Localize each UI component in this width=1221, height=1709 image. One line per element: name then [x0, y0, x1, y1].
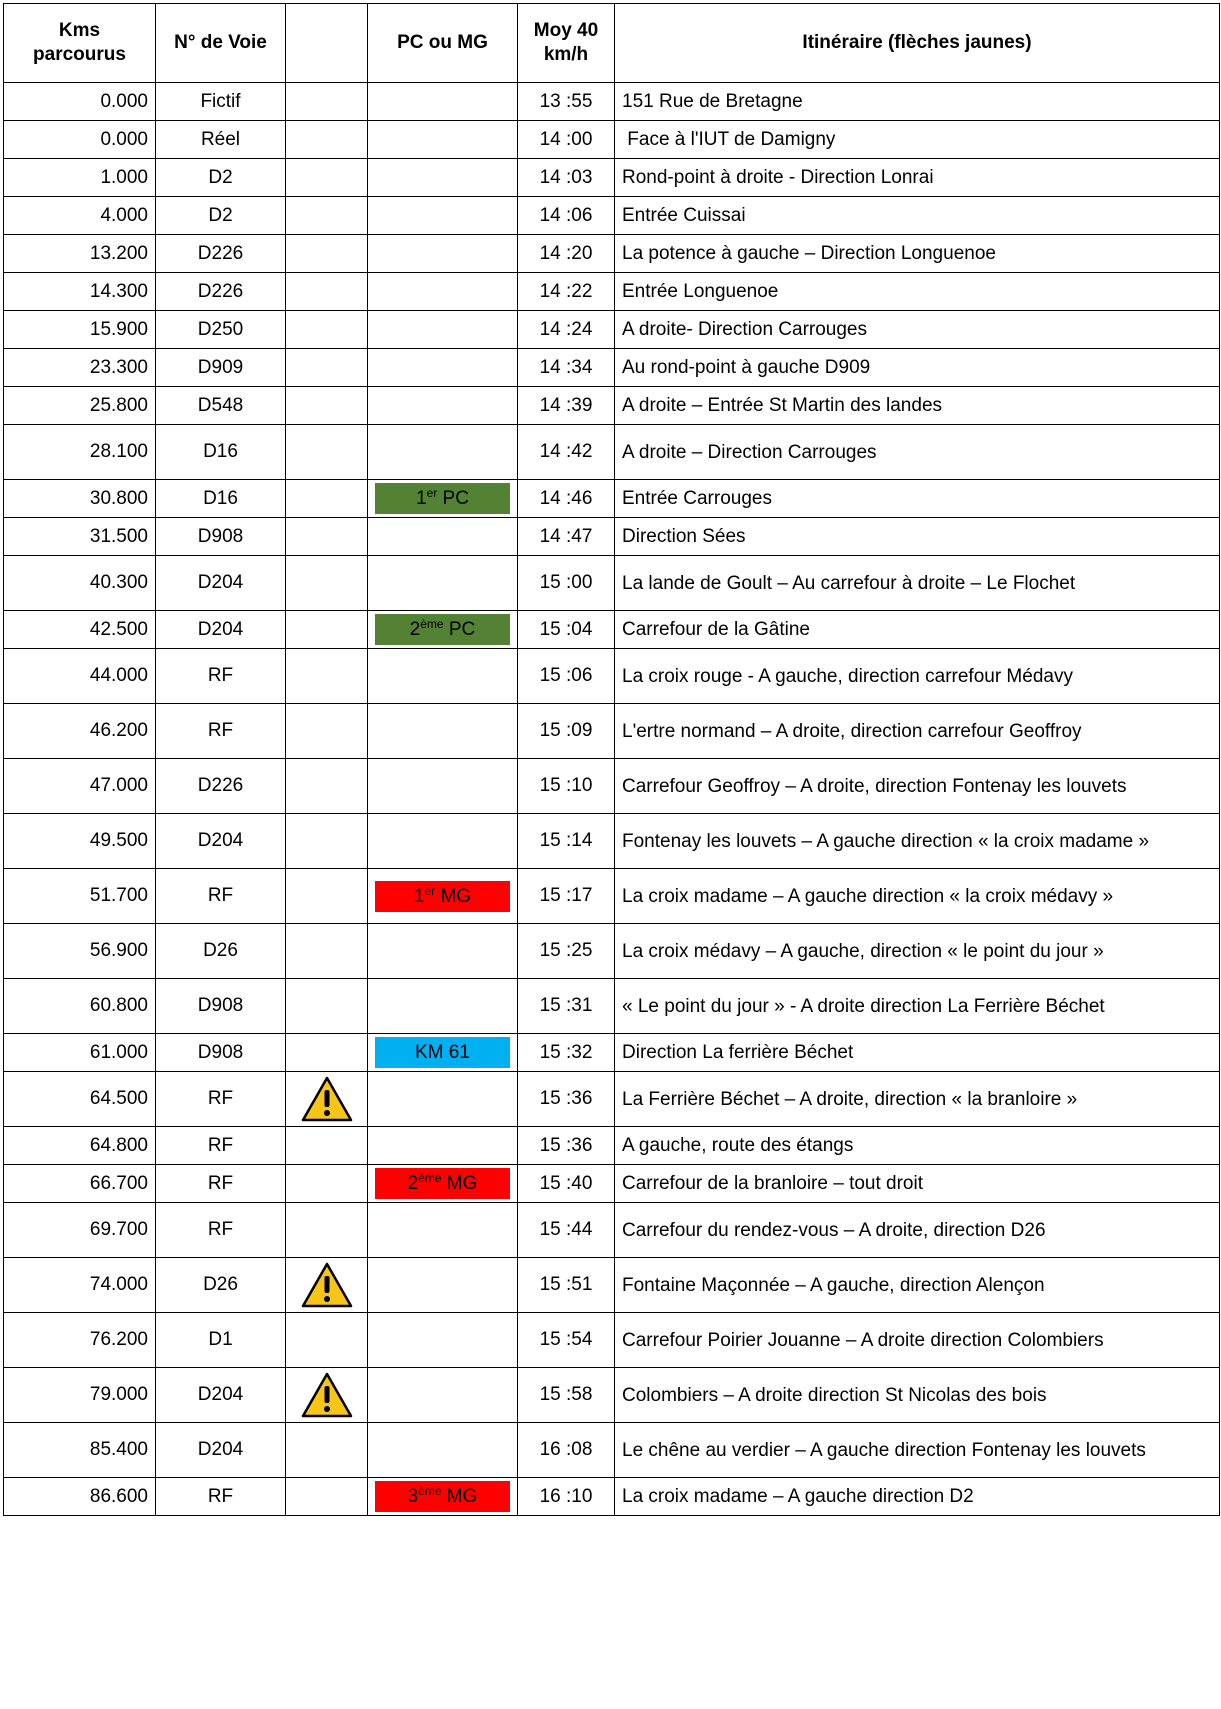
warning-cell	[286, 1072, 368, 1127]
time-cell: 14 :42	[518, 425, 615, 480]
km-cell: 85.400	[4, 1423, 156, 1478]
table-row	[4, 1313, 1220, 1368]
table-row	[4, 649, 1220, 704]
km-cell: 13.200	[4, 235, 156, 273]
time-cell: 16 :08	[518, 1423, 615, 1478]
header-km-label: Kms parcourus	[33, 20, 126, 65]
km-cell: 64.500	[4, 1072, 156, 1127]
warning-cell	[286, 311, 368, 349]
itinerary-cell: Carrefour de la Gâtine	[615, 611, 1220, 649]
warning-cell	[286, 425, 368, 480]
header-moy	[518, 4, 615, 83]
warning-cell	[286, 1203, 368, 1258]
warning-cell	[286, 197, 368, 235]
pc-mg-cell	[368, 869, 518, 924]
voie-cell: RF	[156, 1165, 286, 1203]
warning-cell	[286, 611, 368, 649]
pc-mg-cell	[368, 349, 518, 387]
time-cell: 14 :39	[518, 387, 615, 425]
voie-cell: D2	[156, 159, 286, 197]
warning-cell	[286, 1368, 368, 1423]
pc-mg-cell	[368, 159, 518, 197]
km-cell: 14.300	[4, 273, 156, 311]
time-cell: 15 :17	[518, 869, 615, 924]
table-row	[4, 1165, 1220, 1203]
header-warning	[286, 4, 368, 83]
km-cell: 64.800	[4, 1127, 156, 1165]
pc-mg-cell	[368, 1072, 518, 1127]
pc-mg-cell	[368, 979, 518, 1034]
time-cell: 14 :46	[518, 480, 615, 518]
km-cell: 23.300	[4, 349, 156, 387]
voie-cell: D16	[156, 480, 286, 518]
warning-cell	[286, 1258, 368, 1313]
pc-mg-cell	[368, 1368, 518, 1423]
itinerary-cell: Rond-point à droite - Direction Lonrai	[615, 159, 1220, 197]
warning-icon	[300, 1075, 354, 1123]
itinerary-cell: La potence à gauche – Direction Longuenoe	[615, 235, 1220, 273]
route-table	[3, 3, 1220, 1516]
voie-cell: D26	[156, 924, 286, 979]
itinerary-cell: La lande de Goult – Au carrefour à droite – Le Flochet	[615, 556, 1220, 611]
table-row	[4, 197, 1220, 235]
itinerary-cell: Direction La ferrière Béchet	[615, 1034, 1220, 1072]
time-cell: 15 :40	[518, 1165, 615, 1203]
itinerary-cell: Au rond-point à gauche D909	[615, 349, 1220, 387]
badge-ordinal: ème	[420, 617, 444, 631]
time-cell: 15 :14	[518, 814, 615, 869]
time-cell: 13 :55	[518, 83, 615, 121]
itinerary-cell: A droite- Direction Carrouges	[615, 311, 1220, 349]
badge-ordinal: ème	[418, 1484, 442, 1498]
table-body	[4, 83, 1220, 1516]
header-moy-label: Moy 40 km/h	[533, 20, 599, 65]
time-cell: 14 :00	[518, 121, 615, 159]
pc-mg-cell	[368, 273, 518, 311]
header-pc-mg: PC ou MG	[368, 4, 518, 83]
pc-badge	[375, 483, 510, 514]
warning-cell	[286, 349, 368, 387]
itinerary-cell: A gauche, route des étangs	[615, 1127, 1220, 1165]
table-row	[4, 924, 1220, 979]
warning-cell	[286, 649, 368, 704]
itinerary-cell: Entrée Carrouges	[615, 480, 1220, 518]
voie-cell: Réel	[156, 121, 286, 159]
badge-label: MG	[441, 1173, 478, 1194]
time-cell: 14 :22	[518, 273, 615, 311]
warning-cell	[286, 121, 368, 159]
itinerary-cell: Carrefour Poirier Jouanne – A droite direction Colombiers	[615, 1313, 1220, 1368]
time-cell: 14 :24	[518, 311, 615, 349]
itinerary-cell: Colombiers – A droite direction St Nicolas des bois	[615, 1368, 1220, 1423]
pc-mg-cell	[368, 814, 518, 869]
badge-label: PC	[443, 619, 476, 640]
table-row	[4, 387, 1220, 425]
km-cell: 4.000	[4, 197, 156, 235]
warning-cell	[286, 1165, 368, 1203]
pc-mg-cell	[368, 1258, 518, 1313]
table-row	[4, 814, 1220, 869]
itinerary-cell: La croix madame – A gauche direction D2	[615, 1478, 1220, 1516]
warning-icon	[300, 1261, 354, 1309]
time-cell: 15 :09	[518, 704, 615, 759]
warning-cell	[286, 235, 368, 273]
badge-label: MG	[441, 1486, 478, 1507]
table-row	[4, 425, 1220, 480]
time-cell: 15 :54	[518, 1313, 615, 1368]
itinerary-cell: La Ferrière Béchet – A droite, direction « la branloire »	[615, 1072, 1220, 1127]
mg-badge	[375, 1481, 510, 1512]
table-row	[4, 869, 1220, 924]
time-cell: 15 :44	[518, 1203, 615, 1258]
warning-cell	[286, 1313, 368, 1368]
table-row	[4, 235, 1220, 273]
voie-cell: RF	[156, 649, 286, 704]
time-cell: 15 :06	[518, 649, 615, 704]
voie-cell: D204	[156, 611, 286, 649]
time-cell: 14 :20	[518, 235, 615, 273]
itinerary-cell: La croix rouge - A gauche, direction carrefour Médavy	[615, 649, 1220, 704]
km-cell: 74.000	[4, 1258, 156, 1313]
table-row	[4, 273, 1220, 311]
pc-mg-cell	[368, 759, 518, 814]
warning-cell	[286, 1127, 368, 1165]
warning-cell	[286, 869, 368, 924]
pc-mg-cell	[368, 83, 518, 121]
table-row	[4, 311, 1220, 349]
warning-cell	[286, 556, 368, 611]
table-row	[4, 1478, 1220, 1516]
table-row	[4, 83, 1220, 121]
itinerary-cell: A droite – Entrée St Martin des landes	[615, 387, 1220, 425]
voie-cell: RF	[156, 704, 286, 759]
table-row	[4, 1203, 1220, 1258]
time-cell: 15 :36	[518, 1072, 615, 1127]
km-cell: 69.700	[4, 1203, 156, 1258]
pc-mg-cell	[368, 121, 518, 159]
table-row	[4, 759, 1220, 814]
badge-number: 1	[413, 885, 425, 907]
time-cell: 15 :00	[518, 556, 615, 611]
itinerary-cell: Direction Sées	[615, 518, 1220, 556]
table-row	[4, 1423, 1220, 1478]
time-cell: 14 :47	[518, 518, 615, 556]
table-row	[4, 1368, 1220, 1423]
itinerary-cell: « Le point du jour » - A droite direction La Ferrière Béchet	[615, 979, 1220, 1034]
pc-mg-cell	[368, 1313, 518, 1368]
time-cell: 15 :32	[518, 1034, 615, 1072]
km-cell: 25.800	[4, 387, 156, 425]
warning-icon	[300, 1371, 354, 1419]
warning-cell	[286, 83, 368, 121]
pc-mg-cell	[368, 387, 518, 425]
header-row	[4, 4, 1220, 83]
pc-badge	[375, 614, 510, 645]
table-row	[4, 704, 1220, 759]
km-cell: 60.800	[4, 979, 156, 1034]
mg-badge	[375, 881, 510, 912]
time-cell: 15 :36	[518, 1127, 615, 1165]
itinerary-cell: A droite – Direction Carrouges	[615, 425, 1220, 480]
pc-mg-cell	[368, 1127, 518, 1165]
itinerary-cell: Carrefour de la branloire – tout droit	[615, 1165, 1220, 1203]
pc-mg-cell	[368, 1203, 518, 1258]
voie-cell: D26	[156, 1258, 286, 1313]
voie-cell: RF	[156, 1072, 286, 1127]
time-cell: 15 :31	[518, 979, 615, 1034]
time-cell: 15 :58	[518, 1368, 615, 1423]
table-row	[4, 349, 1220, 387]
table-row	[4, 480, 1220, 518]
km-cell: 0.000	[4, 121, 156, 159]
badge-number: 2	[409, 619, 421, 640]
badge-label: MG	[435, 885, 472, 907]
badge-ordinal: er	[424, 883, 436, 898]
table-row	[4, 556, 1220, 611]
voie-cell: D226	[156, 235, 286, 273]
voie-cell: D909	[156, 349, 286, 387]
voie-cell: D548	[156, 387, 286, 425]
km-cell: 86.600	[4, 1478, 156, 1516]
table-row	[4, 1034, 1220, 1072]
itinerary-cell: La croix médavy – A gauche, direction « le point du jour »	[615, 924, 1220, 979]
header-km	[4, 4, 156, 83]
time-cell: 15 :10	[518, 759, 615, 814]
km-cell: 31.500	[4, 518, 156, 556]
pc-mg-cell	[368, 924, 518, 979]
badge-label: KM 61	[415, 1042, 470, 1063]
km-cell: 49.500	[4, 814, 156, 869]
pc-mg-cell	[368, 611, 518, 649]
km-badge	[375, 1037, 510, 1068]
warning-cell	[286, 480, 368, 518]
pc-mg-cell	[368, 518, 518, 556]
warning-cell	[286, 1478, 368, 1516]
km-cell: 76.200	[4, 1313, 156, 1368]
km-cell: 44.000	[4, 649, 156, 704]
itinerary-cell: Carrefour Geoffroy – A droite, direction Fontenay les louvets	[615, 759, 1220, 814]
badge-number: 3	[407, 1486, 419, 1507]
time-cell: 14 :03	[518, 159, 615, 197]
table-row	[4, 1258, 1220, 1313]
pc-mg-cell	[368, 1034, 518, 1072]
table-row	[4, 1072, 1220, 1127]
km-cell: 46.200	[4, 704, 156, 759]
voie-cell: RF	[156, 1478, 286, 1516]
km-cell: 47.000	[4, 759, 156, 814]
km-cell: 79.000	[4, 1368, 156, 1423]
pc-mg-cell	[368, 480, 518, 518]
km-cell: 1.000	[4, 159, 156, 197]
itinerary-cell: Carrefour du rendez-vous – A droite, direction D26	[615, 1203, 1220, 1258]
itinerary-cell: L'ertre normand – A droite, direction carrefour Geoffroy	[615, 704, 1220, 759]
itinerary-cell: 151 Rue de Bretagne	[615, 83, 1220, 121]
badge-number: 2	[407, 1173, 419, 1194]
km-cell: 0.000	[4, 83, 156, 121]
table-row	[4, 518, 1220, 556]
voie-cell: RF	[156, 1203, 286, 1258]
itinerary-cell: Entrée Cuissai	[615, 197, 1220, 235]
itinerary-cell: Entrée Longuenoe	[615, 273, 1220, 311]
time-cell: 14 :06	[518, 197, 615, 235]
warning-cell	[286, 273, 368, 311]
itinerary-cell: Face à l'IUT de Damigny	[615, 121, 1220, 159]
pc-mg-cell	[368, 649, 518, 704]
voie-cell: D226	[156, 759, 286, 814]
warning-cell	[286, 387, 368, 425]
header-voie: N° de Voie	[156, 4, 286, 83]
pc-mg-cell	[368, 1478, 518, 1516]
voie-cell: D204	[156, 556, 286, 611]
warning-cell	[286, 704, 368, 759]
badge-ordinal: er	[426, 486, 438, 500]
voie-cell: RF	[156, 1127, 286, 1165]
km-cell: 28.100	[4, 425, 156, 480]
mg-badge	[375, 1168, 510, 1199]
pc-mg-cell	[368, 311, 518, 349]
warning-cell	[286, 924, 368, 979]
km-cell: 56.900	[4, 924, 156, 979]
table-row	[4, 979, 1220, 1034]
km-cell: 15.900	[4, 311, 156, 349]
itinerary-cell: La croix madame – A gauche direction « la croix médavy »	[615, 869, 1220, 924]
voie-cell: RF	[156, 869, 286, 924]
km-cell: 30.800	[4, 480, 156, 518]
badge-ordinal: ème	[418, 1171, 442, 1185]
pc-mg-cell	[368, 197, 518, 235]
voie-cell: Fictif	[156, 83, 286, 121]
warning-cell	[286, 759, 368, 814]
warning-cell	[286, 814, 368, 869]
voie-cell: D226	[156, 273, 286, 311]
itinerary-cell: Fontaine Maçonnée – A gauche, direction Alençon	[615, 1258, 1220, 1313]
itinerary-cell: Le chêne au verdier – A gauche direction Fontenay les louvets	[615, 1423, 1220, 1478]
table-row	[4, 159, 1220, 197]
km-cell: 40.300	[4, 556, 156, 611]
header-itineraire: Itinéraire (flèches jaunes)	[615, 4, 1220, 83]
km-cell: 51.700	[4, 869, 156, 924]
time-cell: 15 :04	[518, 611, 615, 649]
table-row	[4, 1127, 1220, 1165]
voie-cell: D250	[156, 311, 286, 349]
voie-cell: D204	[156, 1368, 286, 1423]
pc-mg-cell	[368, 1423, 518, 1478]
warning-cell	[286, 159, 368, 197]
warning-cell	[286, 979, 368, 1034]
voie-cell: D908	[156, 518, 286, 556]
warning-cell	[286, 1034, 368, 1072]
voie-cell: D908	[156, 1034, 286, 1072]
voie-cell: D16	[156, 425, 286, 480]
pc-mg-cell	[368, 556, 518, 611]
badge-label: PC	[437, 488, 469, 509]
table-row	[4, 121, 1220, 159]
time-cell: 14 :34	[518, 349, 615, 387]
pc-mg-cell	[368, 425, 518, 480]
km-cell: 66.700	[4, 1165, 156, 1203]
voie-cell: D2	[156, 197, 286, 235]
time-cell: 15 :25	[518, 924, 615, 979]
pc-mg-cell	[368, 235, 518, 273]
km-cell: 61.000	[4, 1034, 156, 1072]
voie-cell: D1	[156, 1313, 286, 1368]
warning-cell	[286, 1423, 368, 1478]
table-row	[4, 611, 1220, 649]
pc-mg-cell	[368, 704, 518, 759]
time-cell: 16 :10	[518, 1478, 615, 1516]
voie-cell: D908	[156, 979, 286, 1034]
time-cell: 15 :51	[518, 1258, 615, 1313]
pc-mg-cell	[368, 1165, 518, 1203]
warning-cell	[286, 518, 368, 556]
voie-cell: D204	[156, 814, 286, 869]
voie-cell: D204	[156, 1423, 286, 1478]
itinerary-cell: Fontenay les louvets – A gauche direction « la croix madame »	[615, 814, 1220, 869]
km-cell: 42.500	[4, 611, 156, 649]
badge-number: 1	[416, 488, 427, 509]
